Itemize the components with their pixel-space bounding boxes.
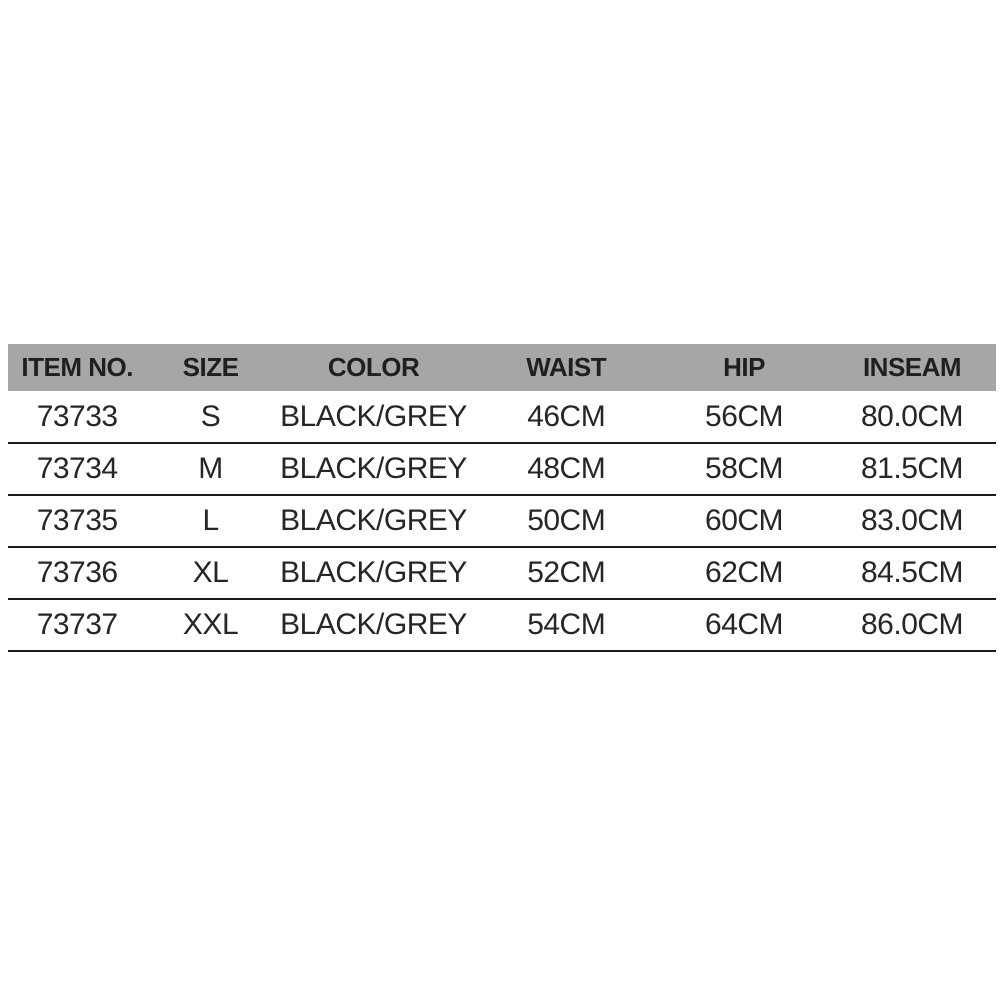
cell-color: BLACK/GREY (275, 599, 473, 651)
cell-color: BLACK/GREY (275, 443, 473, 495)
cell-size: M (146, 443, 274, 495)
cell-color: BLACK/GREY (275, 391, 473, 443)
cell-color: BLACK/GREY (275, 495, 473, 547)
cell-inseam: 84.5CM (828, 547, 996, 599)
cell-hip: 62CM (660, 547, 828, 599)
cell-size: S (146, 391, 274, 443)
cell-inseam: 86.0CM (828, 599, 996, 651)
cell-size: L (146, 495, 274, 547)
cell-item-no: 73737 (8, 599, 146, 651)
header-cell-waist: WAIST (472, 344, 660, 391)
cell-waist: 52CM (472, 547, 660, 599)
header-cell-size: SIZE (146, 344, 274, 391)
table-row (8, 547, 996, 599)
cell-item-no: 73736 (8, 547, 146, 599)
table-row (8, 391, 996, 443)
cell-inseam: 83.0CM (828, 495, 996, 547)
cell-waist: 50CM (472, 495, 660, 547)
table-row (8, 443, 996, 495)
cell-size: XXL (146, 599, 274, 651)
cell-item-no: 73733 (8, 391, 146, 443)
cell-hip: 60CM (660, 495, 828, 547)
cell-item-no: 73734 (8, 443, 146, 495)
cell-hip: 64CM (660, 599, 828, 651)
cell-waist: 46CM (472, 391, 660, 443)
cell-waist: 54CM (472, 599, 660, 651)
cell-inseam: 80.0CM (828, 391, 996, 443)
cell-waist: 48CM (472, 443, 660, 495)
table-row (8, 599, 996, 651)
header-cell-inseam: INSEAM (828, 344, 996, 391)
table-header-row (8, 344, 996, 391)
cell-color: BLACK/GREY (275, 547, 473, 599)
cell-item-no: 73735 (8, 495, 146, 547)
cell-size: XL (146, 547, 274, 599)
cell-inseam: 81.5CM (828, 443, 996, 495)
cell-hip: 56CM (660, 391, 828, 443)
table-row (8, 495, 996, 547)
header-cell-color: COLOR (275, 344, 473, 391)
header-cell-item-no: ITEM NO. (8, 344, 146, 391)
size-chart-table (8, 344, 996, 652)
cell-hip: 58CM (660, 443, 828, 495)
header-cell-hip: HIP (660, 344, 828, 391)
